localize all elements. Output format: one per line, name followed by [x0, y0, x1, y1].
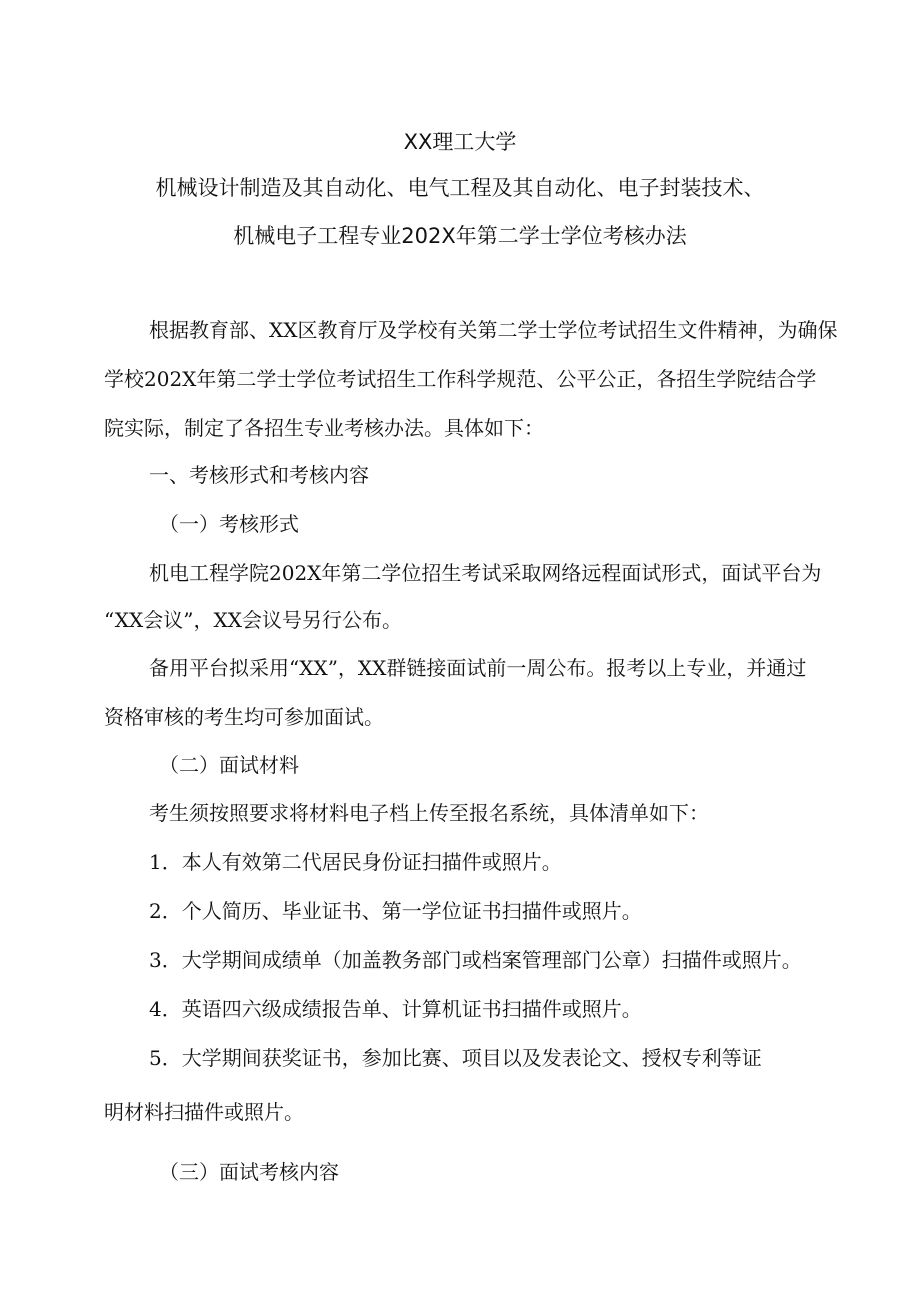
paragraph-line: 备用平台拟采用“XX”，XX群链接面试前一周公布。报考以上专业，并通过	[149, 656, 807, 680]
list-item-continuation: 明材料扫描件或照片。	[104, 1100, 304, 1124]
intro-line: 学校202X年第二学士学位考试招生工作科学规范、公平公正，各招生学院结合学	[104, 367, 817, 391]
list-item: 3．大学期间成绩单（加盖教务部门或档案管理部门公章）扫描件或照片。	[149, 948, 802, 972]
paragraph-line: 机电工程学院202X年第二学位招生考试采取网络远程面试形式，面试平台为	[149, 561, 822, 585]
university-title: XX理工大学	[403, 130, 517, 154]
paragraph-line: 资格审核的考生均可参加面试。	[104, 705, 384, 729]
list-item: 1．本人有效第二代居民身份证扫描件或照片。	[149, 850, 562, 874]
paragraph-line: “XX会议”，XX会议号另行公布。	[104, 608, 402, 632]
document-title-line-1: 机械设计制造及其自动化、电气工程及其自动化、电子封装技术、	[155, 176, 765, 200]
document-title-line-2: 机械电子工程专业202X年第二学士学位考核办法	[233, 224, 687, 248]
section-heading: 一、考核形式和考核内容	[149, 463, 369, 487]
list-item: 5．大学期间获奖证书，参加比赛、项目以及发表论文、授权专利等证	[149, 1046, 762, 1070]
subsection-heading: （三）面试考核内容	[159, 1160, 339, 1184]
intro-line: 院实际，制定了各招生专业考核办法。具体如下：	[104, 416, 544, 440]
subsection-heading: （一）考核形式	[159, 512, 299, 536]
list-item: 4．英语四六级成绩报告单、计算机证书扫描件或照片。	[149, 997, 642, 1021]
subsection-heading: （二）面试材料	[159, 753, 299, 777]
list-item: 2．个人简历、毕业证书、第一学位证书扫描件或照片。	[149, 899, 642, 923]
intro-line: 根据教育部、XX区教育厅及学校有关第二学士学位考试招生文件精神，为确保	[149, 318, 838, 342]
paragraph-line: 考生须按照要求将材料电子档上传至报名系统，具体清单如下：	[149, 801, 709, 825]
